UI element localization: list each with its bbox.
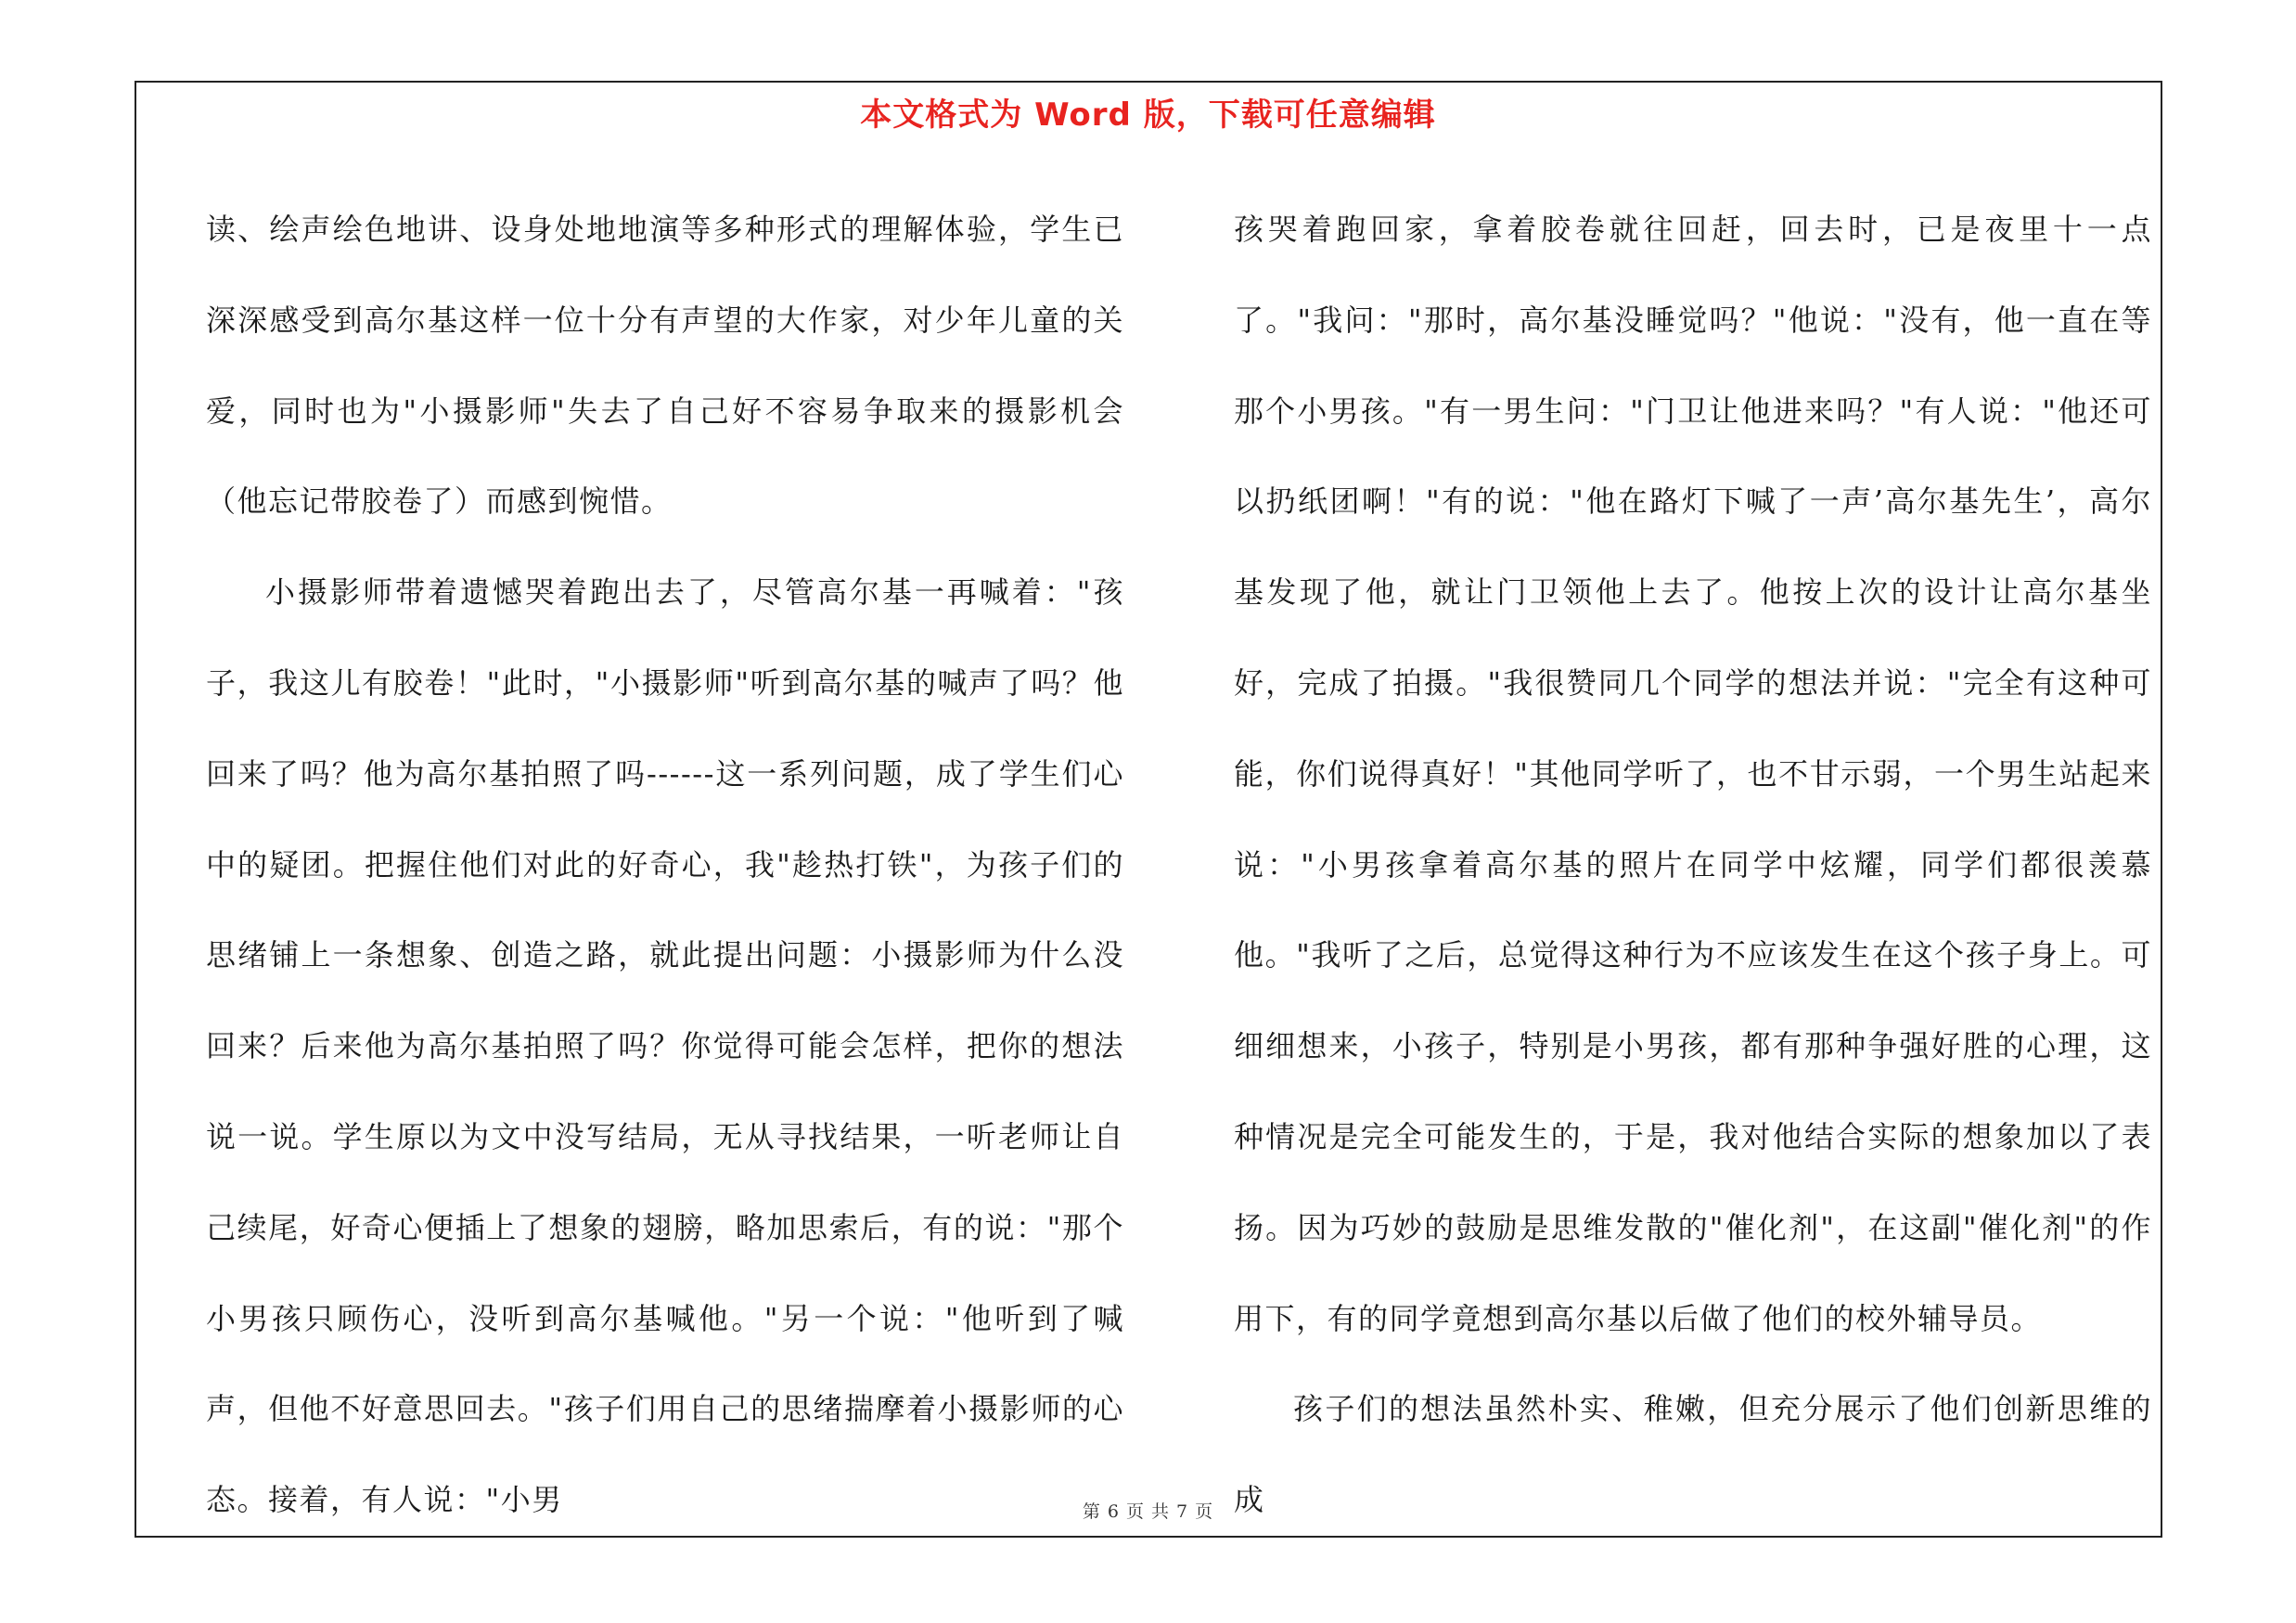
paragraph: 小摄影师带着遗憾哭着跑出去了，尽管高尔基一再喊着："孩子，我这儿有胶卷！"此时，"小摄影师"听到高尔基的喊声了吗？他回来了吗？他为高尔基拍照了吗------这一系列问题，成了学生们心中的疑团。把握住他们对此的好奇心，我"趁热打铁"，为孩子们的思绪铺上一条想象、创造之路，就此提出问题：小摄影师为什么没回来？后来他为高尔基拍照了吗？你觉得可能会怎样，把你的想法说一说。学生原以为文中没写结局，无从寻找结果，一听老师让自己续尾，好奇心便插上了想象的翅膀，略加思索后，有的说："那个小男孩只顾伤心，没听到高尔基喊他。"另一个说："他听到了喊声，但他不好意思回去。"孩子们用自己的思绪揣摩着小摄影师的心态。接着，有人说："小男 [206,574,1124,1518]
paragraph-continued: 孩哭着跑回家，拿着胶卷就往回赶，回去时，已是夜里十一点了。"我问："那时，高尔基没睡觉吗？"他说："没有，他一直在等那个小男孩。"有一男生问："门卫让他进来吗？"有人说："他还可以扔纸团啊！"有的说："他在路灯下喊了一声’高尔基先生’，高尔基发现了他，就让门卫领他上去了。他按上次的设计让高尔基坐好，完成了拍摄。"我很赞同几个同学的想法并说："完全有这种可能，你们说得真好！"其他同学听了，也不甘示弱，一个男生站起来说："小男孩拿着高尔基的照片在同学中炫耀，同学们都很羡慕他。"我听了之后，总觉得这种行为不应该发生在这个孩子身上。可细细想来，小孩子，特别是小男孩，都有那种争强好胜的心理，这种情况是完全可能发生的，于是，我对他结合实际的想象加以了表扬。因为巧妙的鼓励是思维发散的"催化剂"，在这副"催化剂"的作用下，有的同学竟想到高尔基以后做了他们的校外辅导员。 [1234,212,2152,1336]
page-number-footer: 第 6 页 共 7 页 [1082,1501,1214,1522]
paragraph-continued: 读、绘声绘色地讲、设身处地地演等多种形式的理解体验，学生已深深感受到高尔基这样一位十分有声望的大作家，对少年儿童的关爱，同时也为"小摄影师"失去了自己好不容易争取来的摄影机会（他忘记带胶卷了）而感到惋惜。 [206,212,1124,520]
left-text-column [206,185,1124,1546]
right-text-column [1234,185,2152,1546]
paragraph: 孩子们的想法虽然朴实、稚嫩，但充分展示了他们创新思维的成 [1234,1391,2152,1518]
editable-format-banner: 本文格式为 Word 版，下载可任意编辑 [860,97,1436,134]
